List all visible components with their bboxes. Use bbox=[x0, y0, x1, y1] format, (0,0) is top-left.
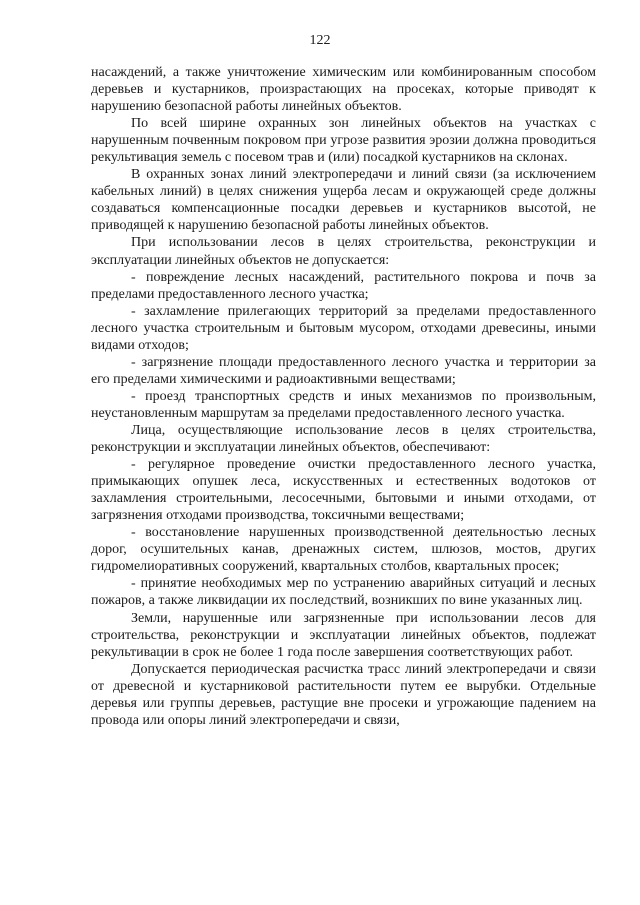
list-item: - принятие необходимых мер по устранению аварийных ситуаций и лесных пожаров, а также ликвидации их последствий, возникших по вине указанных лиц. bbox=[91, 576, 596, 609]
list-item: - проезд транспортных средств и иных механизмов по произвольным, неустановленным маршрутам за пределами предоставленного лесного участка. bbox=[91, 388, 596, 421]
list-item: - регулярное проведение очистки предоставленного лесного участка, примыкающих опушек леса, искусственных и естественных водотоков от захламления строительными, лесосечными, бытовыми и иными отходами, от загрязнения отходами производства, токсичными веществами; bbox=[91, 457, 596, 524]
paragraph: насаждений, а также уничтожение химическим или комбинированным способом деревьев и кустарников, произрастающих на просеках, которые приводят к нарушению безопасной работы линейных объектов. bbox=[91, 65, 596, 115]
paragraph: При использовании лесов в целях строительства, реконструкции и эксплуатации линейных объектов не допускается: bbox=[91, 235, 596, 268]
list-item: - захламление прилегающих территорий за пределами предоставленного лесного участка строительным и бытовым мусором, отходами древесины, иными видами отходов; bbox=[91, 303, 596, 353]
paragraph: Земли, нарушенные или загрязненные при использовании лесов для строительства, реконструкции и эксплуатации линейных объектов, подлежат рекультивации в срок не более 1 года после завершения соответствующих работ. bbox=[91, 610, 596, 660]
page-number: 122 bbox=[309, 33, 331, 48]
list-item: - загрязнение площади предоставленного лесного участка и территории за его пределами химическими и радиоактивными веществами; bbox=[91, 354, 596, 387]
list-item: - повреждение лесных насаждений, растительного покрова и почв за пределами предоставленного лесного участка; bbox=[91, 269, 596, 302]
paragraph: В охранных зонах линий электропередачи и линий связи (за исключением кабельных линий) в целях снижения ущерба лесам и окружающей среде должны создаваться компенсационные посадки деревьев и кустарников высотой, не приводящей к нарушению безопасной работы линейных объектов. bbox=[91, 167, 596, 234]
paragraph: Допускается периодическая расчистка трасс линий электропередачи и связи от древесной и кустарниковой растительности путем ее вырубки. Отдельные деревья или группы деревьев, растущие вне просеки и угрожающие падением на провода или опоры линий электропередачи и связи, bbox=[91, 661, 596, 728]
paragraph: По всей ширине охранных зон линейных объектов на участках с нарушенным почвенным покровом при угрозе развития эрозии должна проводиться рекультивация земель с посевом трав и (или) посадкой кустарников на склонах. bbox=[91, 116, 596, 166]
body-text bbox=[91, 64, 596, 729]
paragraph: Лица, осуществляющие использование лесов в целях строительства, реконструкции и эксплуатации линейных объектов, обеспечивают: bbox=[91, 422, 596, 456]
list-item: - восстановление нарушенных производственной деятельностью лесных дорог, осушительных канав, дренажных систем, шлюзов, мостов, других гидромелиоративных сооружений, квартальных столбов, квартальных просек; bbox=[91, 525, 596, 575]
